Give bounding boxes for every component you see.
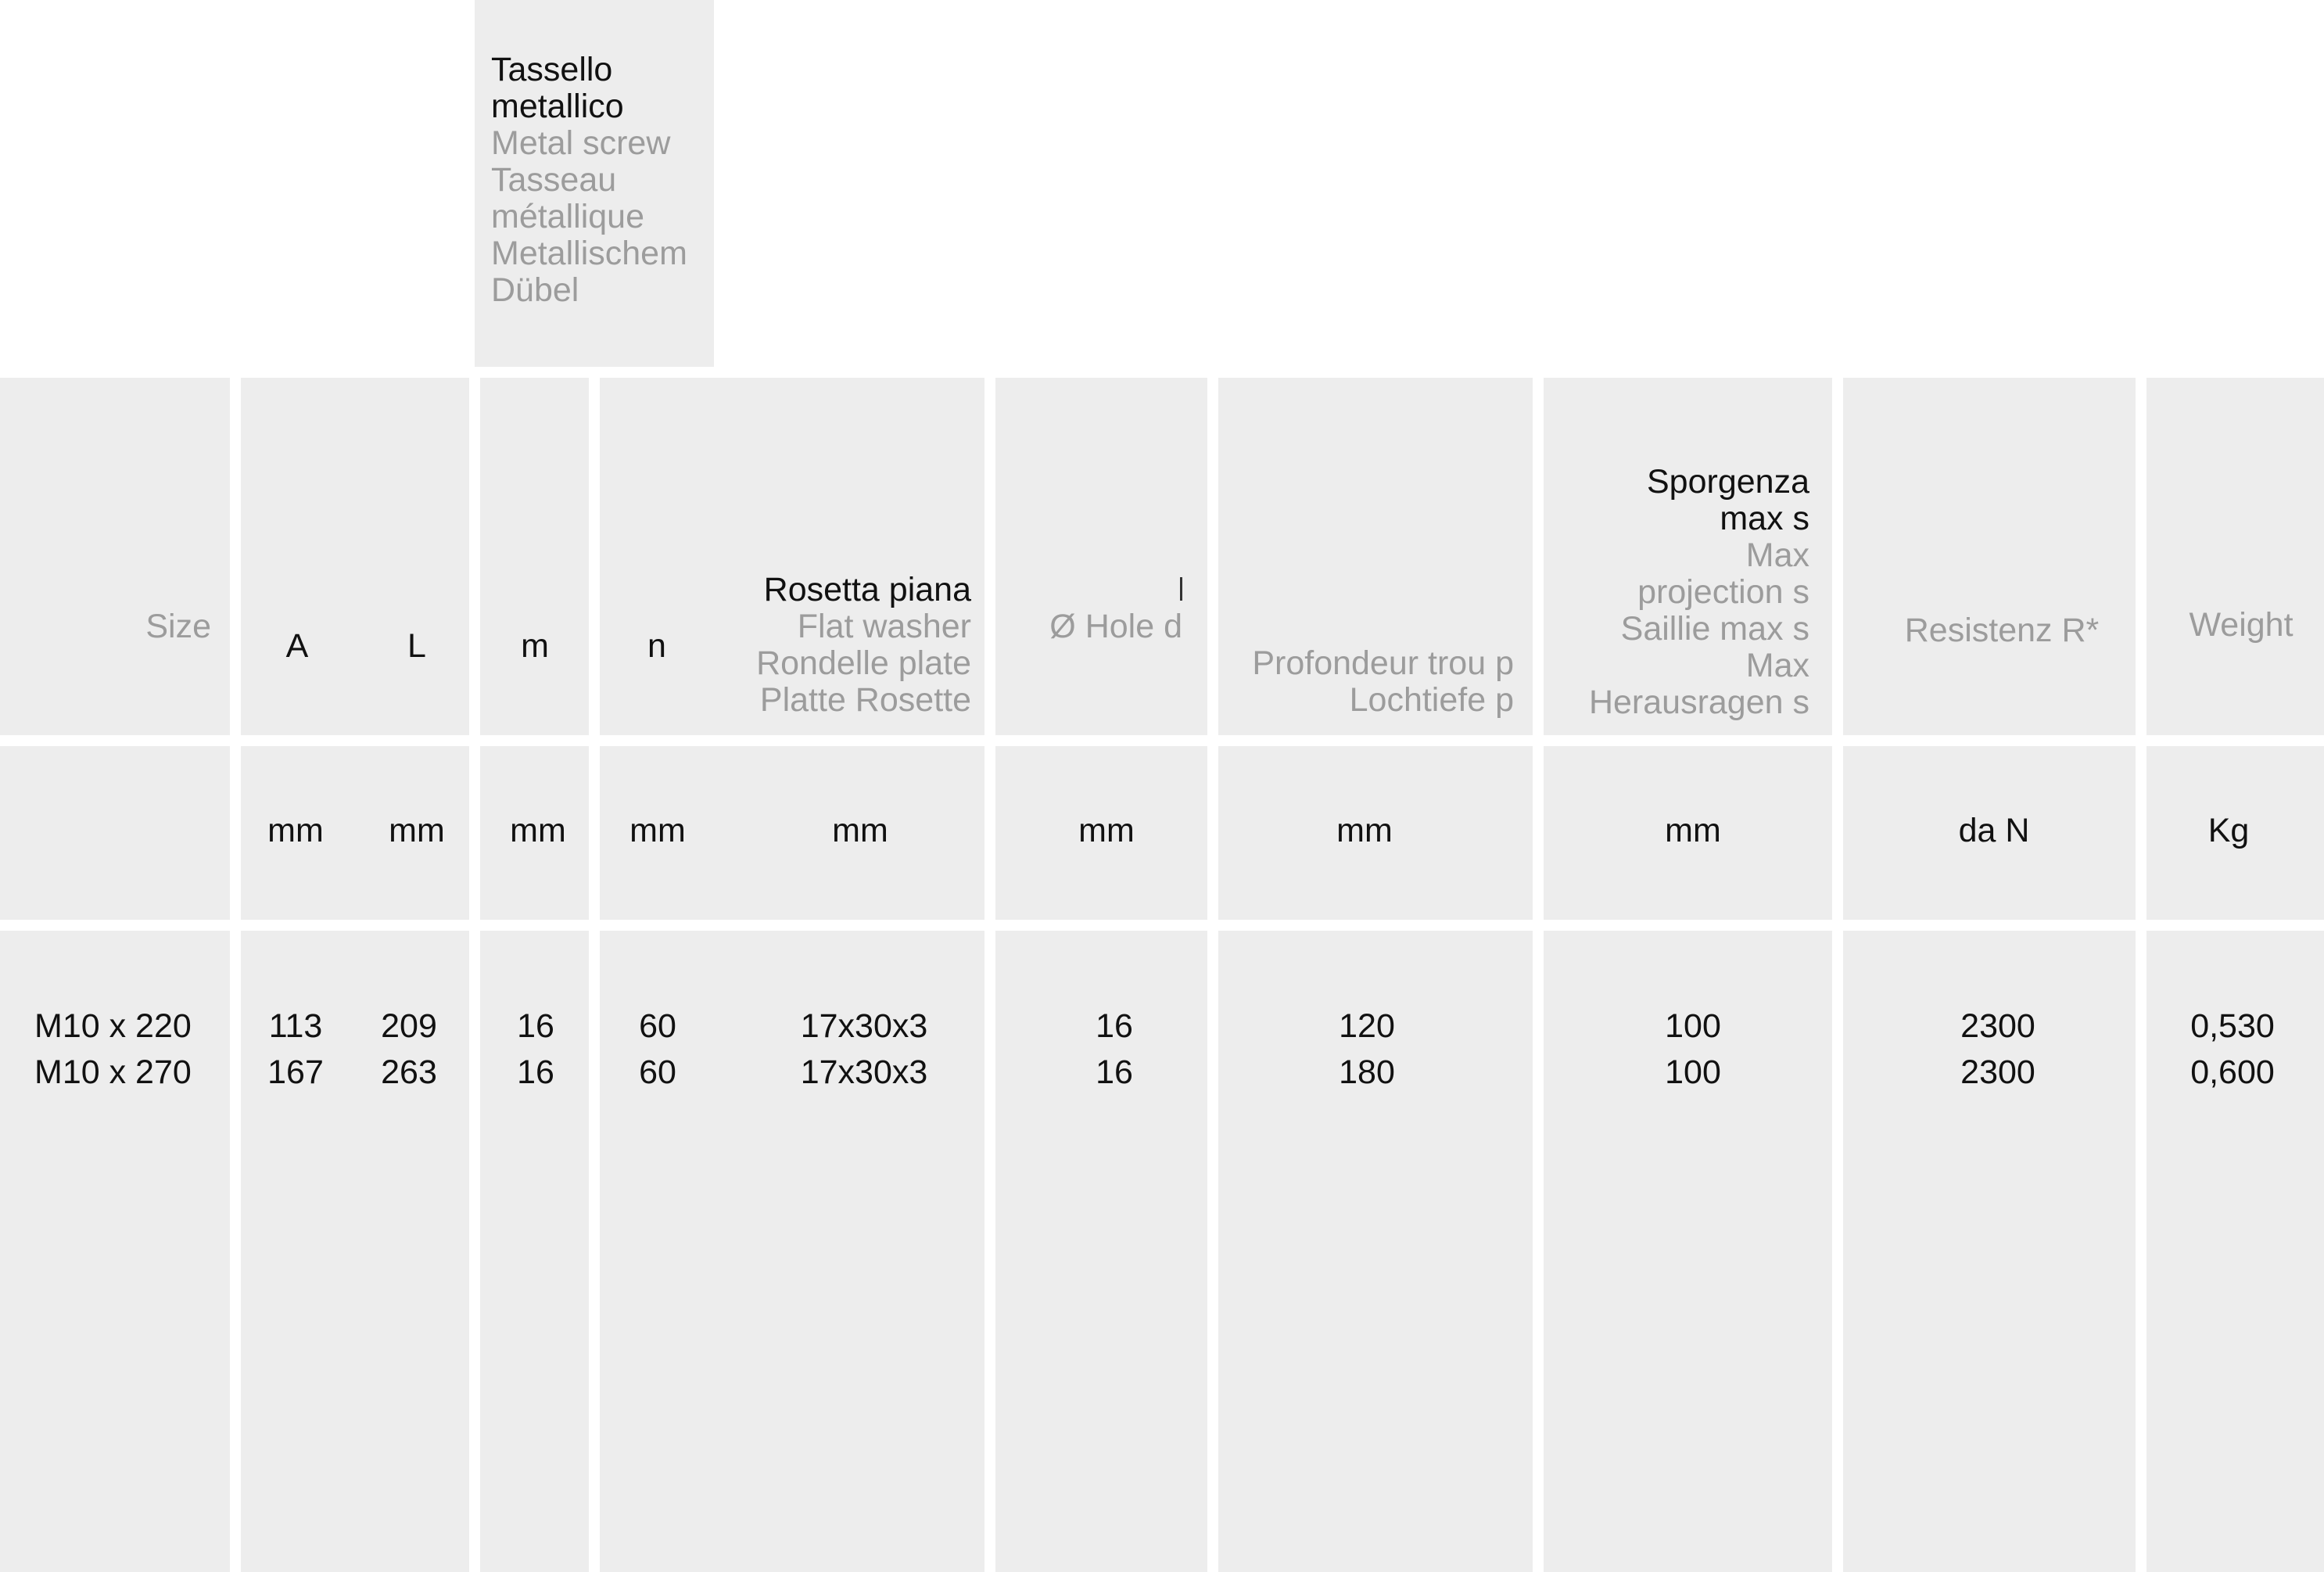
row2-depth: 180	[1339, 1053, 1395, 1091]
row2-weight: 0,600	[2190, 1053, 2275, 1091]
unit-n: mm	[629, 812, 686, 849]
header-projection-it-1: Sporgenza	[1647, 463, 1809, 501]
top-header-line-6: Metallischem	[491, 235, 687, 272]
row1-l: 209	[381, 1007, 437, 1045]
header-washer-de: Platte Rosette	[759, 681, 971, 719]
header-depth-fr: Profondeur trou p	[1252, 644, 1514, 682]
header-resistance: Resistenz R*	[1904, 612, 2100, 649]
row1-hole: 16	[1096, 1007, 1133, 1045]
header-projection-it-2: max s	[1720, 500, 1809, 537]
unit-resistance: da N	[1958, 812, 2030, 849]
row1-weight: 0,530	[2190, 1007, 2275, 1045]
row1-a: 113	[268, 1007, 323, 1045]
header-m: m	[521, 627, 549, 665]
row1-resistance: 2300	[1960, 1007, 2035, 1045]
header-depth-de: Lochtiefe p	[1349, 681, 1514, 719]
unit-projection: mm	[1665, 812, 1721, 849]
top-header-text	[491, 52, 687, 309]
row2-size: M10 x 270	[34, 1053, 192, 1091]
hdr-cell-hole	[995, 378, 1207, 735]
unit-cell-size	[0, 746, 230, 920]
hdr-cell-resistance	[1843, 378, 2136, 735]
top-header-line-2: metallico	[491, 88, 624, 125]
unit-l: mm	[389, 812, 445, 849]
unit-washer: mm	[832, 812, 888, 849]
unit-depth: mm	[1336, 812, 1393, 849]
unit-weight: Kg	[2207, 812, 2250, 849]
top-header-line-7: Dübel	[491, 271, 579, 309]
header-l: L	[407, 627, 426, 665]
row2-l: 263	[381, 1053, 437, 1091]
header-washer-it: Rosetta piana	[763, 571, 971, 608]
header-depth	[1220, 645, 1514, 719]
row1-washer: 17x30x3	[800, 1007, 928, 1045]
header-weight: Weight	[2189, 606, 2294, 644]
header-projection-en-1: Max	[1745, 537, 1809, 574]
row1-size: M10 x 220	[34, 1007, 192, 1045]
header-projection-en-2: projection s	[1637, 573, 1809, 611]
header-size: Size	[145, 608, 211, 645]
row1-depth: 120	[1339, 1007, 1395, 1045]
row2-m: 16	[517, 1053, 554, 1091]
row2-n: 60	[639, 1053, 676, 1091]
header-washer-en: Flat washer	[797, 608, 971, 645]
header-n: n	[647, 627, 666, 665]
row2-a: 167	[267, 1053, 324, 1091]
header-a: A	[285, 627, 309, 665]
hole-tick	[1180, 577, 1182, 601]
unit-a: mm	[267, 812, 324, 849]
unit-hole: mm	[1078, 812, 1135, 849]
header-projection	[1548, 464, 1809, 721]
row1-n: 60	[639, 1007, 676, 1045]
header-projection-fr: Saillie max s	[1620, 610, 1809, 648]
row2-projection: 100	[1665, 1053, 1721, 1091]
row2-washer: 17x30x3	[800, 1053, 928, 1091]
top-header-line-3: Metal screw	[491, 124, 671, 162]
row2-resistance: 2300	[1960, 1053, 2035, 1091]
header-projection-de-2: Herausragen s	[1588, 684, 1809, 721]
header-washer-fr: Rondelle plate	[756, 644, 971, 682]
hdr-cell-weight	[2146, 378, 2324, 735]
top-header-line-5: métallique	[491, 198, 644, 235]
unit-m: mm	[510, 812, 566, 849]
header-hole: Ø Hole d	[1049, 608, 1182, 645]
top-header-line-4: Tasseau	[491, 161, 617, 199]
header-projection-de-1: Max	[1745, 647, 1809, 684]
top-header-line-1: Tassello	[491, 51, 613, 88]
hdr-cell-m	[480, 378, 589, 735]
row1-m: 16	[517, 1007, 554, 1045]
hdr-cell-size	[0, 378, 230, 735]
header-washer	[688, 572, 971, 719]
hdr-cell-al	[241, 378, 469, 735]
row1-projection: 100	[1665, 1007, 1721, 1045]
row2-hole: 16	[1096, 1053, 1133, 1091]
